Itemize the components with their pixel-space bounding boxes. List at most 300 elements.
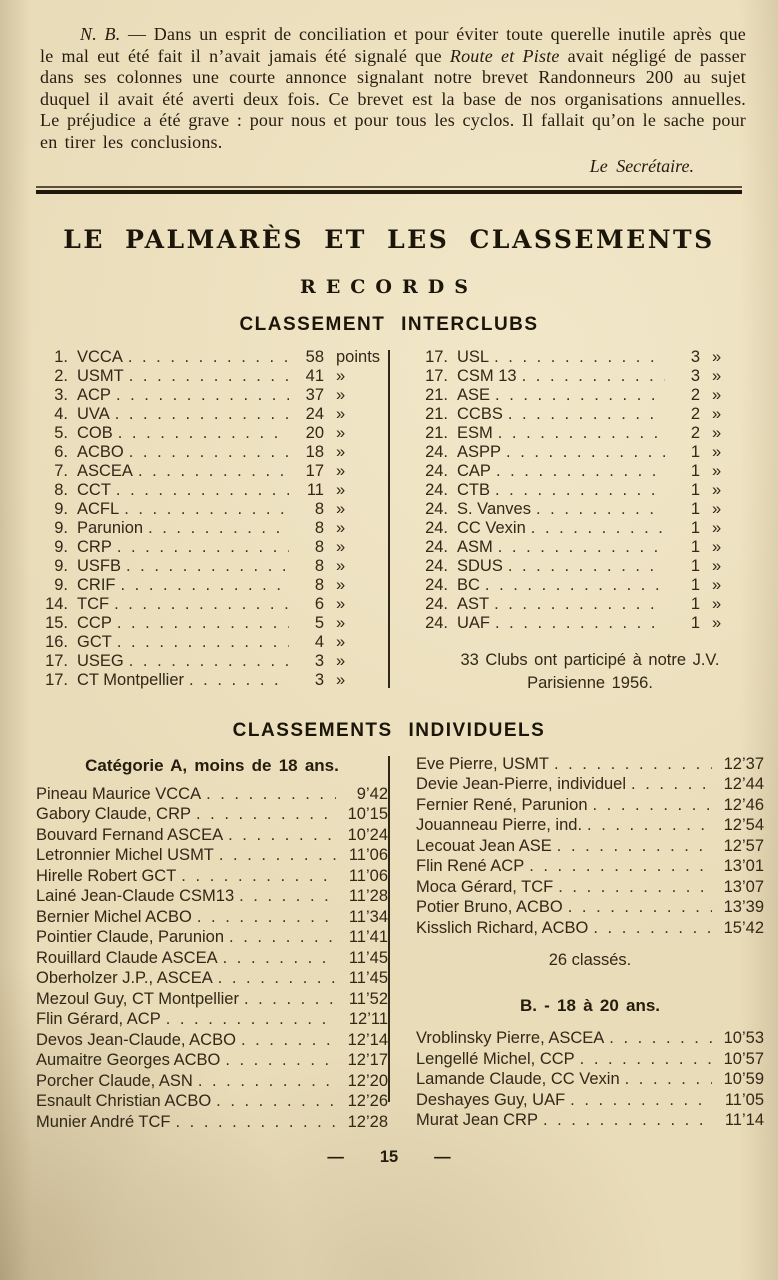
time-value: 13’39 — [723, 898, 764, 917]
points-value: 8 — [314, 575, 324, 594]
interclub-row — [416, 443, 764, 462]
individual-row — [416, 754, 764, 775]
points-value: 4 — [314, 632, 324, 651]
leader-dots — [228, 825, 336, 846]
points-value: 3 — [314, 670, 324, 689]
leader-dots — [543, 1110, 712, 1131]
individual-row — [36, 845, 388, 866]
interclub-row — [36, 500, 388, 519]
club-rank: 17. — [425, 366, 448, 385]
points-value: 8 — [314, 556, 324, 575]
time-value: 12’57 — [723, 836, 764, 855]
individual-row — [416, 1028, 764, 1049]
club-rank: 24. — [425, 461, 448, 480]
rider-name: Hirelle Robert GCT — [36, 866, 177, 885]
leader-dots — [128, 348, 289, 367]
interclub-row — [36, 652, 388, 671]
club-rank: 17. — [45, 651, 68, 670]
points-unit: » — [712, 461, 722, 480]
nb-paragraph — [40, 24, 746, 154]
leader-dots — [189, 671, 289, 690]
club-name: TCF — [77, 594, 110, 613]
club-name: UAF — [457, 613, 490, 632]
club-name: GCT — [77, 632, 112, 651]
individual-row — [36, 1009, 388, 1030]
individual-row — [36, 886, 388, 907]
leader-dots — [495, 386, 665, 405]
club-name: ACFL — [77, 499, 120, 518]
rider-name: Rouillard Claude ASCEA — [36, 948, 218, 967]
points-value: 2 — [690, 385, 700, 404]
club-name: ACBO — [77, 442, 124, 461]
points-unit: » — [712, 594, 722, 613]
points-unit: » — [712, 404, 722, 423]
time-value: 12’17 — [347, 1051, 388, 1070]
interclubs-right-column — [390, 348, 764, 695]
club-rank: 21. — [425, 423, 448, 442]
points-value: 41 — [305, 366, 324, 385]
points-value: 1 — [690, 556, 700, 575]
club-rank: 6. — [54, 442, 68, 461]
rider-name: Munier André TCF — [36, 1112, 171, 1131]
leader-dots — [118, 424, 289, 443]
points-value: 2 — [690, 404, 700, 423]
club-name: S. Vanves — [457, 499, 531, 518]
points-unit: » — [712, 556, 722, 575]
leader-dots — [166, 1009, 336, 1030]
leader-dots — [570, 1090, 712, 1111]
club-name: CAP — [457, 461, 491, 480]
rider-name: Murat Jean CRP — [416, 1111, 538, 1130]
points-unit: » — [336, 480, 346, 499]
interclub-row — [36, 557, 388, 576]
time-value: 12’37 — [723, 754, 764, 773]
club-rank: 24. — [425, 480, 448, 499]
rider-name: Oberholzer J.P., ASCEA — [36, 969, 213, 988]
points-unit: » — [712, 366, 722, 385]
leader-dots — [115, 405, 289, 424]
rider-name: Devie Jean-Pierre, individuel — [416, 775, 627, 794]
points-unit: » — [712, 442, 722, 461]
leader-dots — [124, 500, 289, 519]
individuels-title: CLASSEMENTS INDIVIDUELS — [232, 719, 546, 741]
page-footer — [0, 1147, 778, 1167]
points-unit: » — [336, 556, 346, 575]
points-value: 17 — [305, 461, 324, 480]
individual-row — [416, 1069, 764, 1090]
club-name: Parunion — [77, 518, 144, 537]
time-value: 12’26 — [347, 1092, 388, 1111]
individual-row — [416, 918, 764, 939]
points-unit: » — [712, 385, 722, 404]
time-value: 12’54 — [723, 816, 764, 835]
points-value: 24 — [305, 404, 324, 423]
club-rank: 24. — [425, 613, 448, 632]
individual-row — [36, 1050, 388, 1071]
leader-dots — [625, 1069, 712, 1090]
points-value: 1 — [690, 499, 700, 518]
interclub-row — [416, 614, 764, 633]
participation-note — [416, 649, 764, 695]
club-rank: 17. — [425, 347, 448, 366]
club-name: ASPP — [457, 442, 502, 461]
individual-row — [36, 927, 388, 948]
points-value: 8 — [314, 537, 324, 556]
club-name: CRIF — [77, 575, 116, 594]
club-rank: 24. — [425, 575, 448, 594]
footer-left-dash: — — [327, 1148, 344, 1167]
club-name: ASM — [457, 537, 493, 556]
time-value: 11’52 — [348, 989, 388, 1008]
points-unit: » — [712, 518, 722, 537]
participation-note-line1: 33 Clubs ont participé à notre J.V. — [460, 650, 720, 669]
club-name: USEG — [77, 651, 124, 670]
individual-row — [416, 1090, 764, 1111]
points-unit: » — [712, 613, 722, 632]
leader-dots — [114, 595, 289, 614]
leader-dots — [129, 652, 289, 671]
club-rank: 24. — [425, 518, 448, 537]
interclub-row — [36, 367, 388, 386]
club-name: USMT — [77, 366, 124, 385]
club-rank: 9. — [54, 499, 68, 518]
club-name: CRP — [77, 537, 112, 556]
leader-dots — [587, 815, 712, 836]
leader-dots — [496, 462, 665, 481]
club-rank: 7. — [54, 461, 68, 480]
rider-name: Esnault Christian ACBO — [36, 1092, 212, 1111]
club-name: ESM — [457, 423, 493, 442]
leader-dots — [198, 1071, 336, 1092]
interclub-row — [36, 386, 388, 405]
club-rank: 8. — [54, 480, 68, 499]
individuels-left-column — [36, 754, 388, 1133]
points-unit: » — [712, 480, 722, 499]
points-unit: » — [712, 499, 722, 518]
leader-dots — [117, 633, 289, 652]
individual-row — [416, 1049, 764, 1070]
club-name: SDUS — [457, 556, 503, 575]
rider-name: Fernier René, Parunion — [416, 795, 588, 814]
leader-dots — [558, 877, 712, 898]
time-value: 12’14 — [347, 1030, 388, 1049]
club-rank: 24. — [425, 499, 448, 518]
leader-dots — [117, 614, 289, 633]
records-title: RECORDS — [300, 275, 478, 298]
points-unit: » — [336, 366, 346, 385]
points-unit: » — [336, 594, 346, 613]
individual-row — [416, 795, 764, 816]
club-name: ASCEA — [77, 461, 133, 480]
individual-row — [416, 897, 764, 918]
rider-name: Lamande Claude, CC Vexin — [416, 1070, 620, 1089]
interclub-row — [416, 367, 764, 386]
time-value: 10’59 — [723, 1070, 764, 1089]
leader-dots — [593, 918, 712, 939]
rider-name: Letronnier Michel USMT — [36, 846, 214, 865]
leader-dots — [216, 1091, 336, 1112]
individual-row — [36, 968, 388, 989]
leader-dots — [495, 481, 665, 500]
rider-name: Deshayes Guy, UAF — [416, 1090, 566, 1109]
nb-text-lead: — Dans un esprit de conciliation et pour éviter toute querelle inutile après que le mal eut été fait il n’avait jamais été signalé que — [40, 24, 746, 66]
individual-row — [416, 877, 764, 898]
interclub-row — [416, 481, 764, 500]
rider-name: Lecouat Jean ASE — [416, 836, 552, 855]
interclub-row — [36, 614, 388, 633]
points-value: 37 — [305, 385, 324, 404]
points-value: 8 — [314, 518, 324, 537]
leader-dots — [508, 557, 665, 576]
points-unit: » — [336, 423, 346, 442]
club-name: CCT — [77, 480, 111, 499]
interclub-row — [416, 386, 764, 405]
rider-name: Potier Bruno, ACBO — [416, 898, 563, 917]
category-b-heading: B. - 18 à 20 ans. — [519, 996, 661, 1016]
points-value: 3 — [690, 347, 700, 366]
club-rank: 9. — [54, 537, 68, 556]
footer-right-dash: — — [434, 1148, 451, 1167]
nb-label: N. B. — [80, 24, 121, 44]
points-unit: » — [712, 347, 722, 366]
leader-dots — [554, 754, 712, 775]
time-value: 12’20 — [347, 1071, 388, 1090]
category-a-heading: Catégorie A, moins de 18 ans. — [85, 755, 339, 775]
leader-dots — [531, 519, 665, 538]
leader-dots — [536, 500, 665, 519]
leader-dots — [631, 774, 712, 795]
points-value: 18 — [305, 442, 324, 461]
category-a-right-list — [416, 754, 764, 939]
club-rank: 21. — [425, 404, 448, 423]
time-value: 11’05 — [724, 1090, 764, 1109]
leader-dots — [580, 1049, 712, 1070]
leader-dots — [117, 538, 289, 557]
interclubs-title: CLASSEMENT INTERCLUBS — [239, 313, 539, 335]
time-value: 11’45 — [348, 969, 388, 988]
individual-row — [36, 948, 388, 969]
club-rank: 9. — [54, 518, 68, 537]
individual-row — [36, 825, 388, 846]
leader-dots — [508, 405, 665, 424]
interclub-row — [416, 462, 764, 481]
leader-dots — [485, 576, 665, 595]
points-unit: » — [712, 537, 722, 556]
rider-name: Pineau Maurice VCCA — [36, 784, 202, 803]
club-rank: 24. — [425, 537, 448, 556]
leader-dots — [181, 866, 336, 887]
individual-row — [416, 1110, 764, 1131]
club-rank: 21. — [425, 385, 448, 404]
leader-dots — [223, 948, 336, 969]
leader-dots — [176, 1112, 337, 1133]
leader-dots — [244, 989, 336, 1010]
interclubs-columns — [36, 348, 764, 695]
interclub-row — [416, 519, 764, 538]
leader-dots — [197, 907, 336, 928]
points-unit: » — [336, 632, 346, 651]
leader-dots — [148, 519, 289, 538]
interclub-row — [36, 538, 388, 557]
interclub-row — [416, 348, 764, 367]
time-value: 10’57 — [723, 1049, 764, 1068]
interclub-row — [416, 424, 764, 443]
leader-dots — [609, 1028, 712, 1049]
rider-name: Vroblinsky Pierre, ASCEA — [416, 1029, 605, 1048]
interclub-row — [36, 405, 388, 424]
interclub-row — [36, 519, 388, 538]
club-name: ASE — [457, 385, 491, 404]
individual-row — [36, 866, 388, 887]
points-unit: » — [336, 518, 346, 537]
rider-name: Moca Gérard, TCF — [416, 877, 554, 896]
club-rank: 5. — [54, 423, 68, 442]
points-unit: » — [336, 651, 346, 670]
points-unit: » — [336, 670, 346, 689]
interclub-row — [36, 443, 388, 462]
rider-name: Eve Pierre, USMT — [416, 754, 549, 773]
leader-dots — [116, 481, 289, 500]
club-rank: 3. — [54, 385, 68, 404]
time-value: 11’41 — [348, 928, 388, 947]
rider-name: Devos Jean-Claude, ACBO — [36, 1030, 236, 1049]
category-b-list — [416, 1028, 764, 1131]
interclub-row — [36, 348, 388, 367]
club-name: AST — [457, 594, 490, 613]
club-rank: 24. — [425, 594, 448, 613]
time-value: 15’42 — [723, 918, 764, 937]
interclubs-right-list — [416, 348, 764, 633]
points-unit: » — [336, 442, 346, 461]
leader-dots — [506, 443, 665, 462]
leader-dots — [568, 897, 712, 918]
club-rank: 24. — [425, 556, 448, 575]
time-value: 12’44 — [723, 775, 764, 794]
leader-dots — [116, 386, 289, 405]
club-rank: 17. — [45, 670, 68, 689]
points-unit: » — [336, 499, 346, 518]
points-value: 20 — [305, 423, 324, 442]
individual-row — [36, 907, 388, 928]
individual-row — [36, 989, 388, 1010]
points-value: 3 — [314, 651, 324, 670]
interclub-row — [416, 595, 764, 614]
points-value: 1 — [690, 537, 700, 556]
points-unit: » — [336, 385, 346, 404]
interclub-row — [36, 576, 388, 595]
time-value: 13’01 — [723, 857, 764, 876]
leader-dots — [557, 836, 712, 857]
interclub-row — [416, 538, 764, 557]
leader-dots — [498, 424, 665, 443]
leader-dots — [241, 1030, 336, 1051]
club-name: USFB — [77, 556, 122, 575]
club-rank: 15. — [45, 613, 68, 632]
interclub-row — [416, 405, 764, 424]
nb-journal-title: Route et Piste — [449, 45, 560, 66]
points-unit: » — [712, 423, 722, 442]
club-rank: 1. — [54, 347, 68, 366]
individual-row — [36, 784, 388, 805]
club-rank: 16. — [45, 632, 68, 651]
rider-name: Aumaitre Georges ACBO — [36, 1051, 221, 1070]
points-unit: » — [336, 404, 346, 423]
time-value: 12’11 — [348, 1010, 388, 1029]
category-a-left-list — [36, 784, 388, 1133]
time-value: 11’06 — [348, 866, 388, 885]
leader-dots — [129, 367, 289, 386]
individual-row — [416, 815, 764, 836]
points-unit: » — [336, 537, 346, 556]
rider-name: Lainé Jean-Claude CSM13 — [36, 887, 235, 906]
individual-row — [416, 836, 764, 857]
points-unit: » — [336, 575, 346, 594]
club-rank: 2. — [54, 366, 68, 385]
points-value: 1 — [690, 594, 700, 613]
club-name: CTB — [457, 480, 490, 499]
leader-dots — [121, 576, 290, 595]
leader-dots — [219, 845, 336, 866]
time-value: 12’46 — [723, 795, 764, 814]
leader-dots — [206, 784, 336, 805]
points-unit: points — [336, 347, 381, 366]
section-divider-rule — [36, 186, 742, 194]
rider-name: Flin René ACP — [416, 857, 525, 876]
leader-dots — [138, 462, 289, 481]
time-value: 10’53 — [723, 1029, 764, 1048]
club-name: ACP — [77, 385, 111, 404]
rider-name: Pointier Claude, Parunion — [36, 928, 225, 947]
club-name: BC — [457, 575, 480, 594]
leader-dots — [495, 614, 665, 633]
points-value: 1 — [690, 575, 700, 594]
individuels-columns — [36, 754, 764, 1133]
rider-name: Porcher Claude, ASN — [36, 1071, 193, 1090]
leader-dots — [498, 538, 665, 557]
time-value: 13’07 — [723, 877, 764, 896]
interclub-row — [416, 500, 764, 519]
rider-name: Jouanneau Pierre, ind. — [416, 816, 583, 835]
interclub-row — [36, 595, 388, 614]
interclub-row — [36, 633, 388, 652]
points-value: 2 — [690, 423, 700, 442]
rider-name: Lengellé Michel, CCP — [416, 1049, 575, 1068]
classified-count: 26 classés. — [548, 951, 632, 970]
leader-dots — [529, 856, 712, 877]
rider-name: Bernier Michel ACBO — [36, 907, 192, 926]
club-name: CT Montpellier — [77, 670, 184, 689]
individual-row — [36, 1030, 388, 1051]
club-name: CC Vexin — [457, 518, 526, 537]
rider-name: Bouvard Fernand ASCEA — [36, 825, 224, 844]
club-name: CCBS — [457, 404, 503, 423]
signature: Le Secrétaire. — [589, 155, 694, 176]
time-value: 11’06 — [348, 846, 388, 865]
time-value: 11’45 — [348, 948, 388, 967]
leader-dots — [494, 595, 665, 614]
individual-row — [416, 774, 764, 795]
club-rank: 24. — [425, 442, 448, 461]
rider-name: Mezoul Guy, CT Montpellier — [36, 989, 239, 1008]
time-value: 9’42 — [356, 784, 388, 803]
points-value: 1 — [690, 518, 700, 537]
club-name: VCCA — [77, 347, 123, 366]
time-value: 12’28 — [347, 1112, 388, 1131]
club-name: COB — [77, 423, 113, 442]
time-value: 10’24 — [347, 825, 388, 844]
points-value: 8 — [314, 499, 324, 518]
time-value: 11’34 — [348, 907, 388, 926]
